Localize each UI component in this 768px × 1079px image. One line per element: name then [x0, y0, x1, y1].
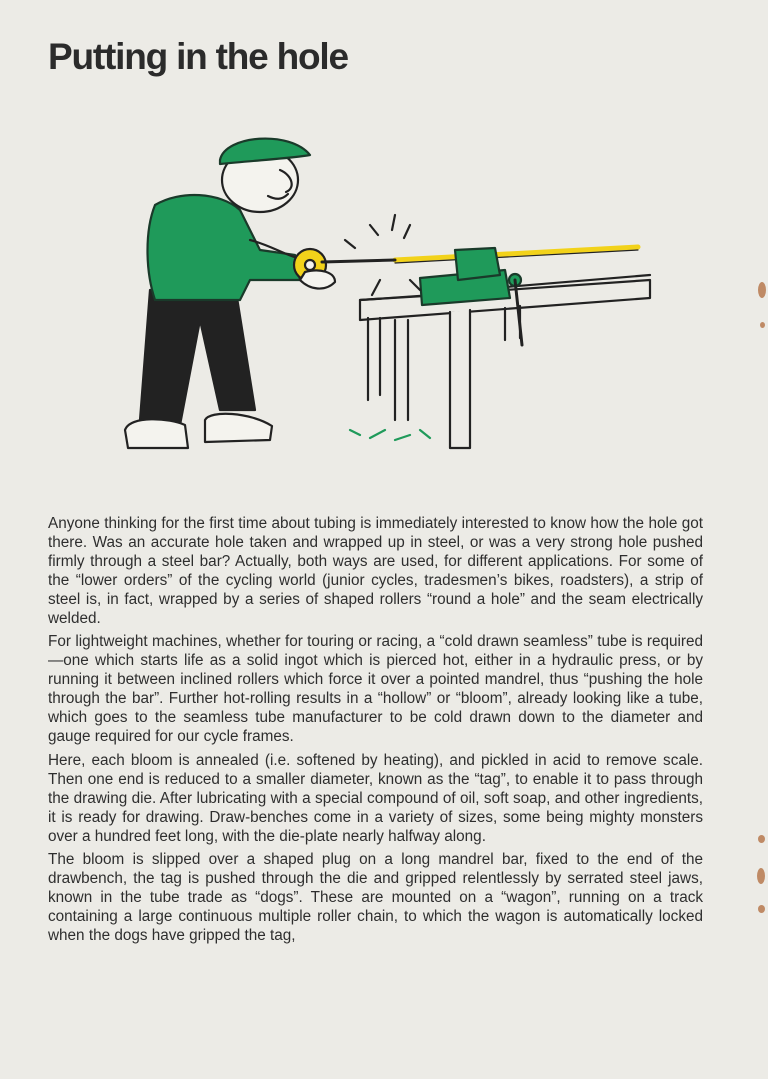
illustration-svg	[110, 130, 670, 465]
rust-stain	[758, 282, 766, 298]
paragraph-4: The bloom is slipped over a shaped plug on a long mandrel bar, fixed to the end of the drawbench, the tag is pushed through the die and gripped relentlessly by serrated steel jaws, known in the tube trade as “dogs”. These are mounted on a “wagon”, running on a track containing a large continuous multiple roller chain, to which the wagon is automatically locked when the dogs have gripped the tag,	[48, 851, 703, 945]
body-text	[48, 515, 703, 951]
paragraph-3: Here, each bloom is annealed (i.e. softened by heating), and pickled in acid to remove scale. Then one end is reduced to a smaller diameter, known as the “tag”, to enable it to pass through the drawing die. After lubricating with a special compound of oil, soft soap, and other ingredients, it is ready for drawing. Draw-benches come in a variety of sizes, some being mighty monsters over a hundred feet long, with the die-plate nearly halfway along.	[48, 751, 703, 845]
rust-stain	[758, 835, 765, 843]
rust-stain	[758, 905, 765, 913]
page-title: Putting in the hole	[48, 36, 348, 77]
rust-stain	[757, 868, 765, 884]
rust-stain	[760, 322, 765, 328]
paragraph-2: For lightweight machines, whether for touring or racing, a “cold drawn seamless” tube is required—one which starts life as a solid ingot which is pierced hot, either in a hydraulic press, or by running it between inclined rollers which force it over a pointed mandrel, thus “pushing the hole through the bar”. Further hot-rolling results in a “hollow” or “bloom”, already looking like a tube, which goes to the seamless tube manufacturer to be cold drawn down to the diameter and gauge required for our cycle frames.	[48, 633, 703, 745]
paragraph-1: Anyone thinking for the first time about tubing is immediately interested to know how the hole got there. Was an accurate hole taken and wrapped up in steel, or was a very strong hole pushed firmly through a steel bar? Actually, both ways are used, for different applications. For some of the “lower orders” of the cycling world (junior cycles, tradesmen’s bikes, roadsters), a strip of steel is, in fact, wrapped by a series of shaped rollers “round a hole” and the seam electrically welded.	[48, 515, 703, 627]
cartoon-worker-drilling-illustration	[110, 130, 670, 465]
